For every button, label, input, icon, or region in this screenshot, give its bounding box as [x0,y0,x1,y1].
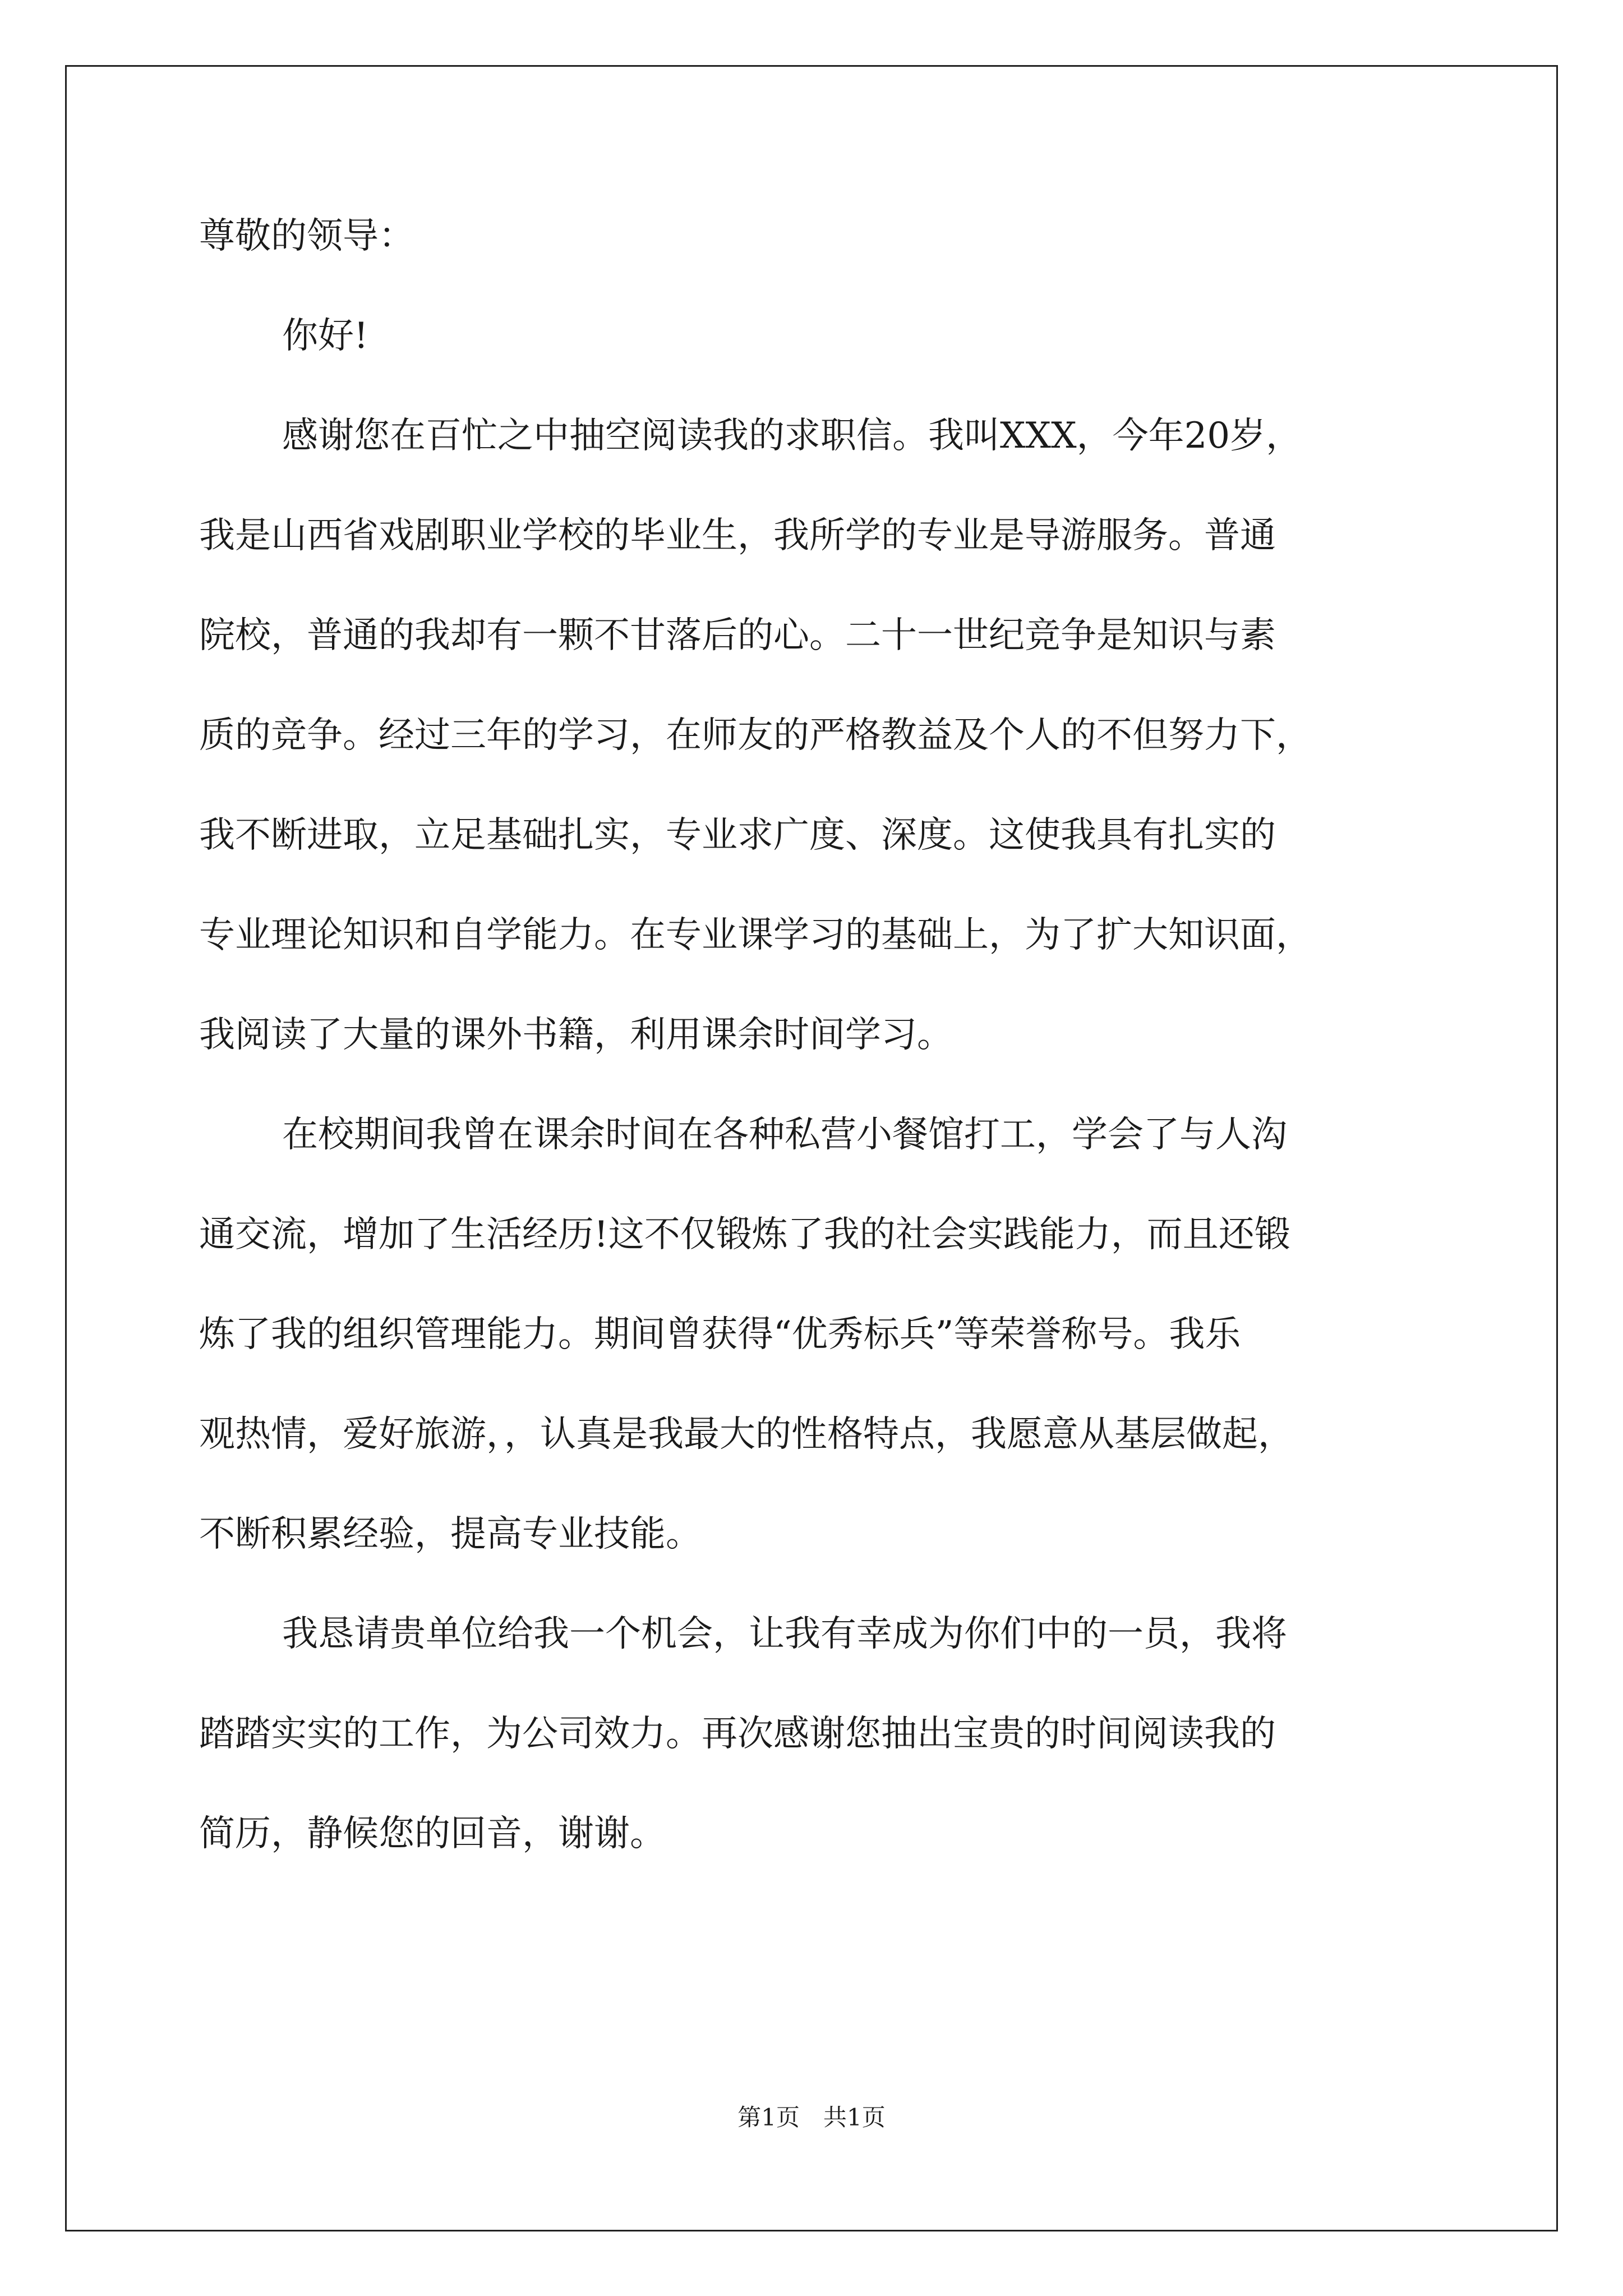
paragraph-1-line-5: 我不断进取，立足基础扎实，专业求广度、深度。这使我具有扎实的 [199,815,1276,856]
page-number: 第1页 共1页 [737,2104,886,2131]
paragraph-2-line-4: 观热情，爱好旅游，，认真是我最大的性格特点，我愿意从基层做起， [199,1414,1294,1455]
paragraph-2-line-1: 在校期间我曾在课余时间在各种私营小餐馆打工，学会了与人沟 [282,1114,1287,1156]
paragraph-1-line-7: 我阅读了大量的课外书籍，利用课余时间学习。 [199,1014,953,1056]
salutation: 尊敬的领导： [199,215,414,257]
greeting: 你好! [282,315,368,357]
paragraph-2-line-2: 通交流，增加了生活经历!这不仅锻炼了我的社会实践能力，而且还锻 [199,1214,1290,1255]
paragraph-1-line-2: 我是山西省戏剧职业学校的毕业生，我所学的专业是导游服务。普通 [199,515,1276,556]
paragraph-1-line-4: 质的竞争。经过三年的学习，在师友的严格教益及个人的不但努力下， [199,715,1312,756]
paragraph-1-line-1: 感谢您在百忙之中抽空阅读我的求职信。我叫XXX，今年20岁， [282,415,1302,457]
paragraph-3-line-1: 我恳请贵单位给我一个机会，让我有幸成为你们中的一员，我将 [282,1613,1287,1655]
paragraph-1-line-3: 院校，普通的我却有一颗不甘落后的心。二十一世纪竞争是知识与素 [199,615,1276,656]
paragraph-2-line-3: 炼了我的组织管理能力。期间曾获得“优秀标兵”等荣誉称号。我乐 [199,1314,1241,1355]
paragraph-3-line-2: 踏踏实实的工作，为公司效力。再次感谢您抽出宝贵的时间阅读我的 [199,1713,1276,1755]
paragraph-2-line-5: 不断积累经验，提高专业技能。 [199,1513,702,1555]
paragraph-1-line-6: 专业理论知识和自学能力。在专业课学习的基础上，为了扩大知识面， [199,914,1312,956]
paragraph-3-line-3: 简历，静候您的回音，谢谢。 [199,1813,666,1855]
